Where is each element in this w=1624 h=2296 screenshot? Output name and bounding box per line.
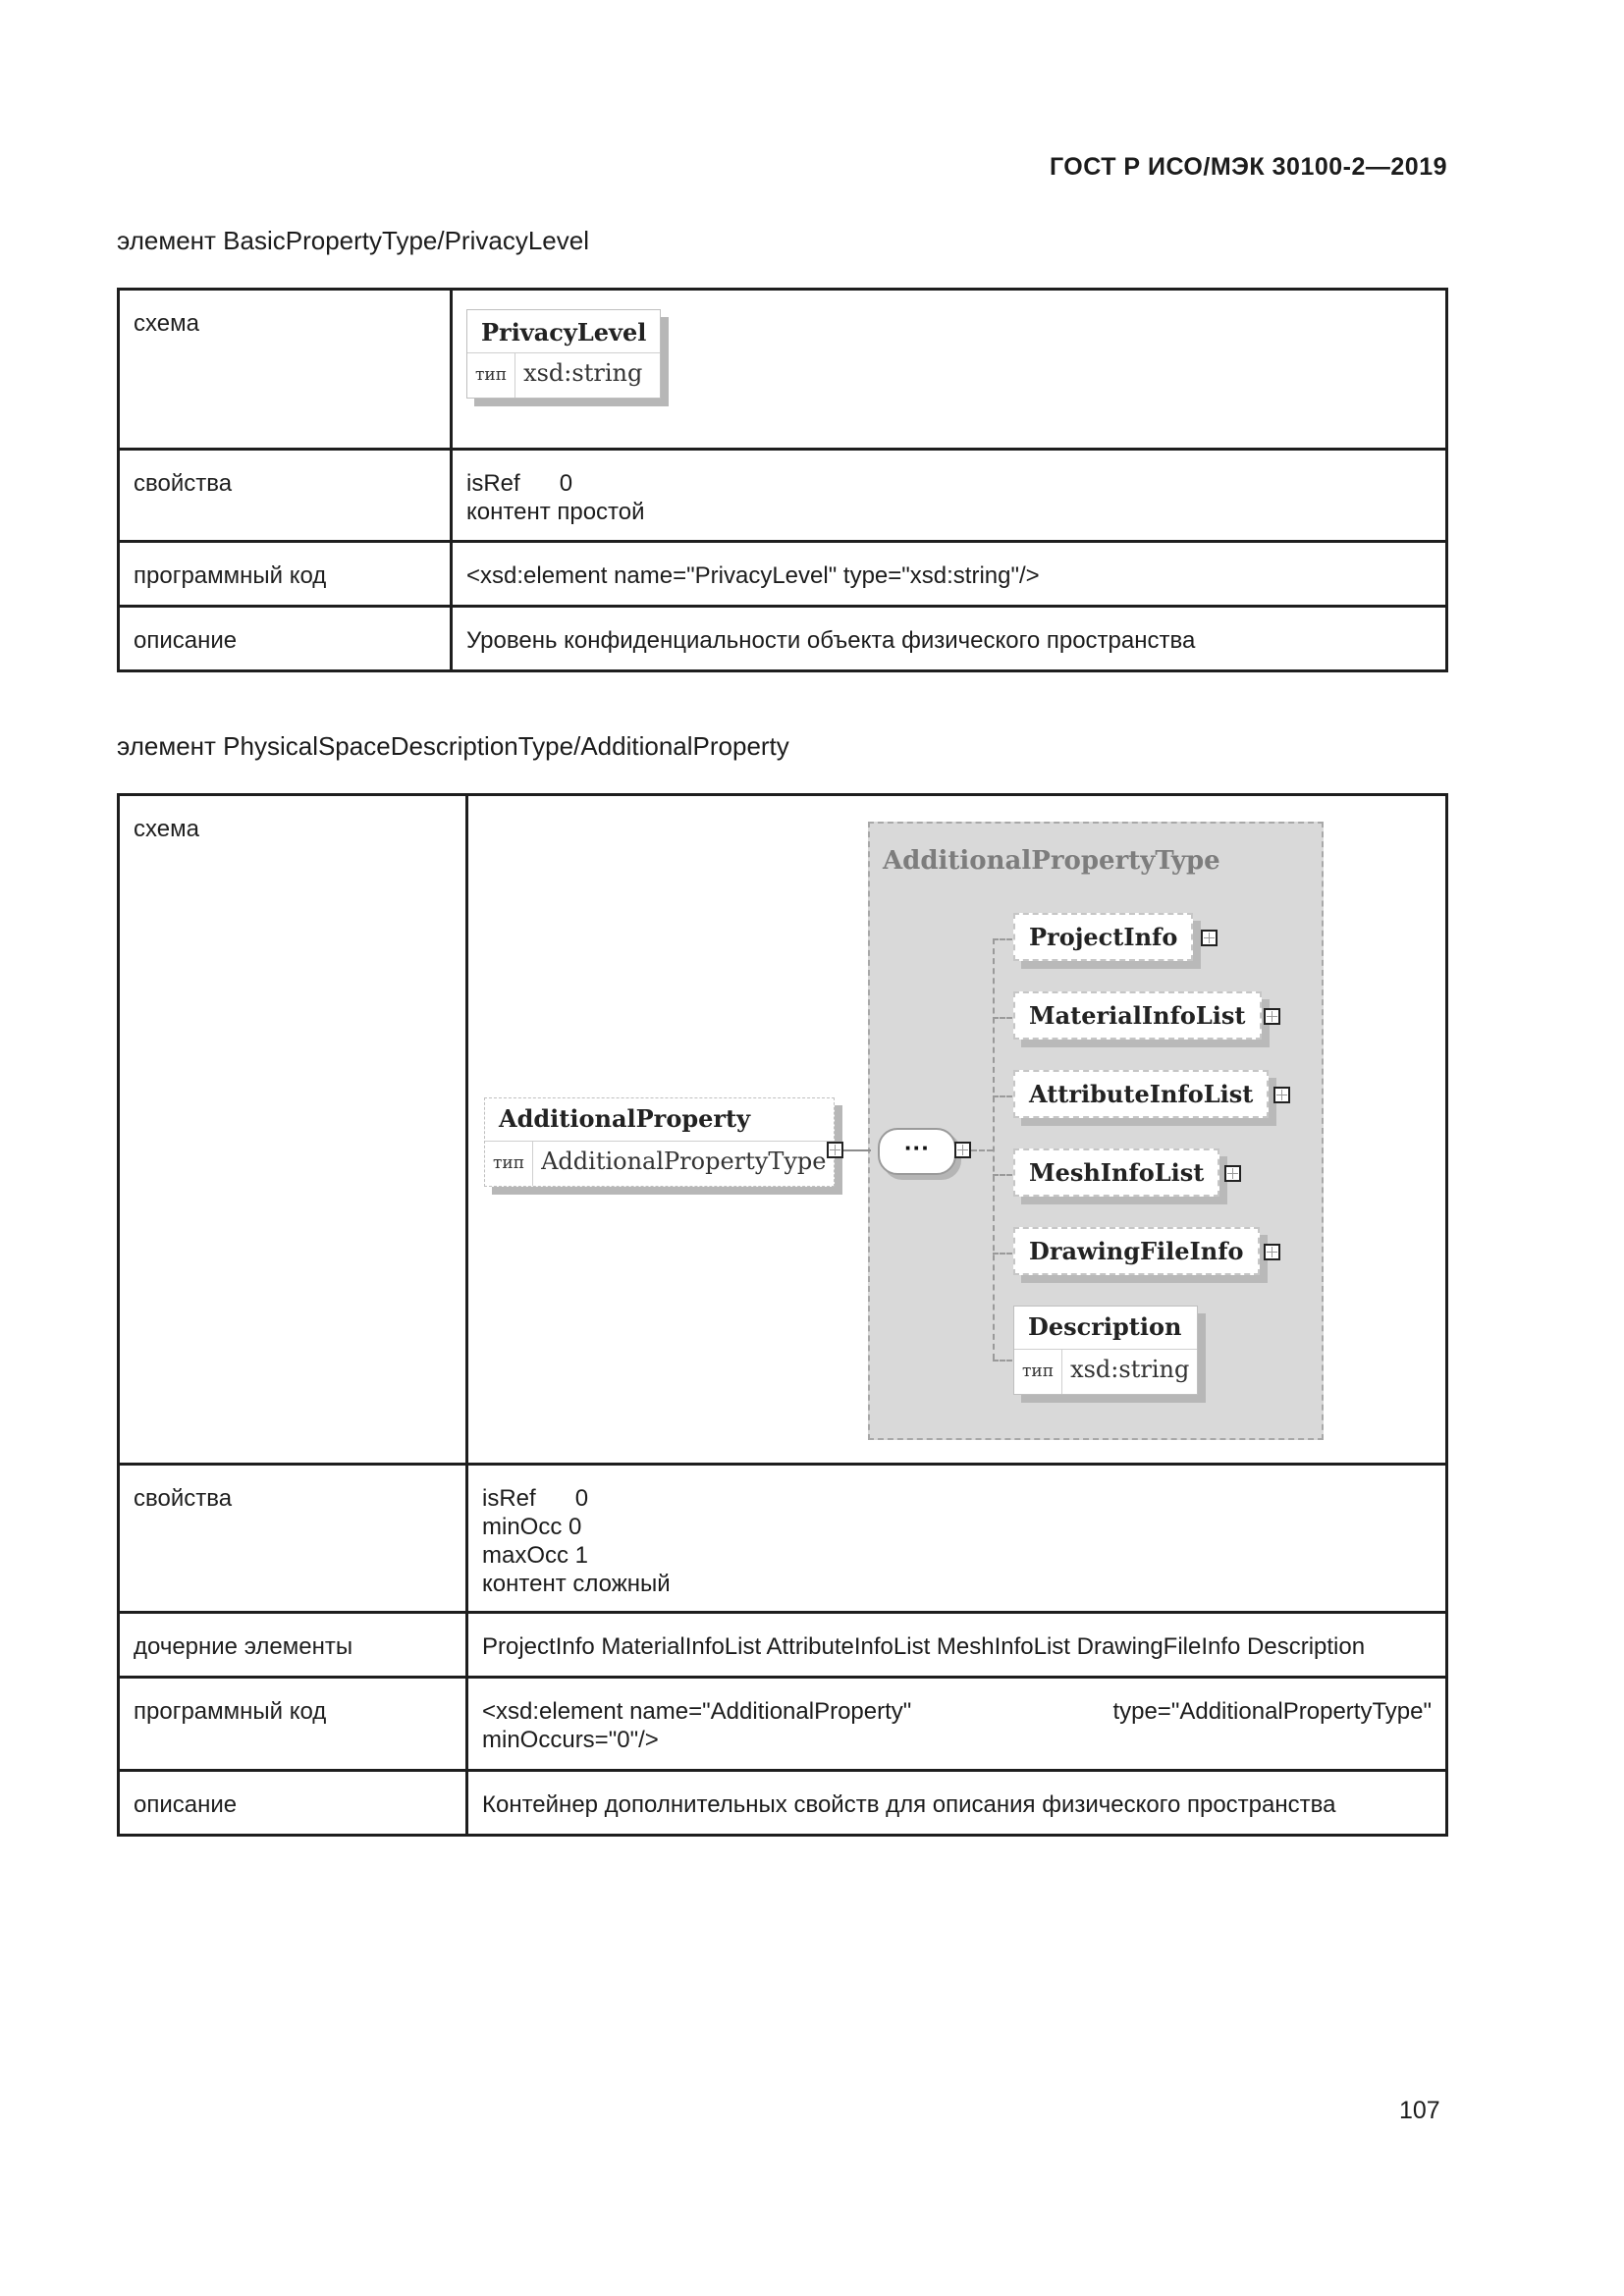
description-value: Контейнер дополнительных свойств для описания физического пространства [467, 1771, 1447, 1836]
element-name: PrivacyLevel [481, 318, 647, 347]
description-row [119, 607, 1447, 671]
description-row [119, 1771, 1447, 1836]
expand-icon[interactable] [954, 1142, 971, 1158]
branch-line [993, 1174, 1012, 1176]
code-value [467, 1678, 1447, 1771]
child-description [1013, 1306, 1198, 1395]
privacy-level-spec-table [117, 288, 1448, 672]
type-key: тип [485, 1142, 533, 1186]
type-value: AdditionalPropertyType [541, 1148, 827, 1175]
privacy-level-element [466, 309, 661, 399]
additional-property-spec-table [117, 793, 1448, 1837]
prop-content: контент сложный [482, 1571, 671, 1597]
standard-header: ГОСТ Р ИСО/МЭК 30100-2—2019 [1049, 153, 1447, 181]
prop-isref: isRef 0 [482, 1485, 589, 1512]
additional-property-diagram [468, 796, 1445, 1463]
prop-isref: isRef 0 [466, 470, 573, 497]
code-label: программный код [119, 1678, 467, 1771]
prop-maxocc: maxOcc 1 [482, 1542, 589, 1569]
code-label: программный код [119, 542, 452, 607]
connector-line [843, 1149, 871, 1151]
children-label: дочерние элементы [119, 1613, 467, 1678]
properties-label: свойства [119, 450, 452, 542]
properties-label: свойства [119, 1465, 467, 1613]
element-name: AdditionalProperty [499, 1104, 751, 1133]
expand-icon[interactable] [1264, 1244, 1280, 1260]
code-row [119, 1678, 1447, 1771]
properties-row [119, 450, 1447, 542]
code-part-name: <xsd:element name="AdditionalProperty" [482, 1698, 912, 1725]
description-label: описание [119, 607, 452, 671]
section-title-additional-property: элемент PhysicalSpaceDescriptionType/AdditionalProperty [117, 731, 789, 761]
page-number: 107 [1399, 2097, 1440, 2124]
complex-type-title: AdditionalPropertyType [883, 846, 1220, 876]
element-name: Description [1028, 1312, 1182, 1341]
expand-icon[interactable] [1264, 1008, 1280, 1025]
properties-row [119, 1465, 1447, 1613]
type-key: тип [1014, 1350, 1062, 1394]
type-value: xsd:string [1070, 1356, 1190, 1383]
expand-icon[interactable] [1273, 1087, 1290, 1103]
sequence-compositor: ··· [878, 1128, 956, 1175]
section-title-privacy-level: элемент BasicPropertyType/PrivacyLevel [117, 226, 589, 255]
schema-label: схема [119, 290, 452, 450]
properties-value [452, 450, 1447, 542]
child-mesh-info-list: MeshInfoList [1013, 1148, 1219, 1197]
children-value: ProjectInfo MaterialInfoList AttributeInfoList MeshInfoList DrawingFileInfo Description [467, 1613, 1447, 1678]
children-row [119, 1613, 1447, 1678]
expand-icon[interactable] [827, 1142, 843, 1158]
sequence-branch-line [993, 938, 995, 1360]
schema-label: схема [119, 795, 467, 1465]
child-drawing-file-info: DrawingFileInfo [1013, 1227, 1260, 1275]
schema-row [119, 795, 1447, 1465]
branch-line [993, 1095, 1012, 1097]
prop-minocc: minOcc 0 [482, 1514, 582, 1540]
properties-value [467, 1465, 1447, 1613]
code-row [119, 542, 1447, 607]
schema-cell [452, 290, 1447, 450]
code-part-minoccurs: minOccurs="0"/> [482, 1727, 659, 1753]
schema-row [119, 290, 1447, 450]
expand-icon[interactable] [1224, 1165, 1241, 1182]
connector-line [971, 1149, 993, 1151]
branch-line [993, 1017, 1012, 1019]
type-key: тип [467, 353, 515, 398]
privacy-level-diagram [466, 309, 1432, 417]
code-value: <xsd:element name="PrivacyLevel" type="xsd:string"/> [452, 542, 1447, 607]
branch-line [993, 1360, 1012, 1362]
expand-icon[interactable] [1201, 930, 1218, 946]
schema-cell [467, 795, 1447, 1465]
branch-line [993, 1253, 1012, 1255]
child-attribute-info-list: AttributeInfoList [1013, 1070, 1269, 1118]
description-label: описание [119, 1771, 467, 1836]
child-project-info: ProjectInfo [1013, 913, 1193, 961]
additional-property-element [484, 1097, 835, 1187]
child-material-info-list: MaterialInfoList [1013, 991, 1262, 1040]
type-value: xsd:string [523, 359, 643, 387]
code-part-type: type="AdditionalPropertyType" [1112, 1698, 1432, 1725]
description-value: Уровень конфиденциальности объекта физического пространства [452, 607, 1447, 671]
branch-line [993, 938, 1012, 940]
prop-content: контент простой [466, 499, 645, 525]
